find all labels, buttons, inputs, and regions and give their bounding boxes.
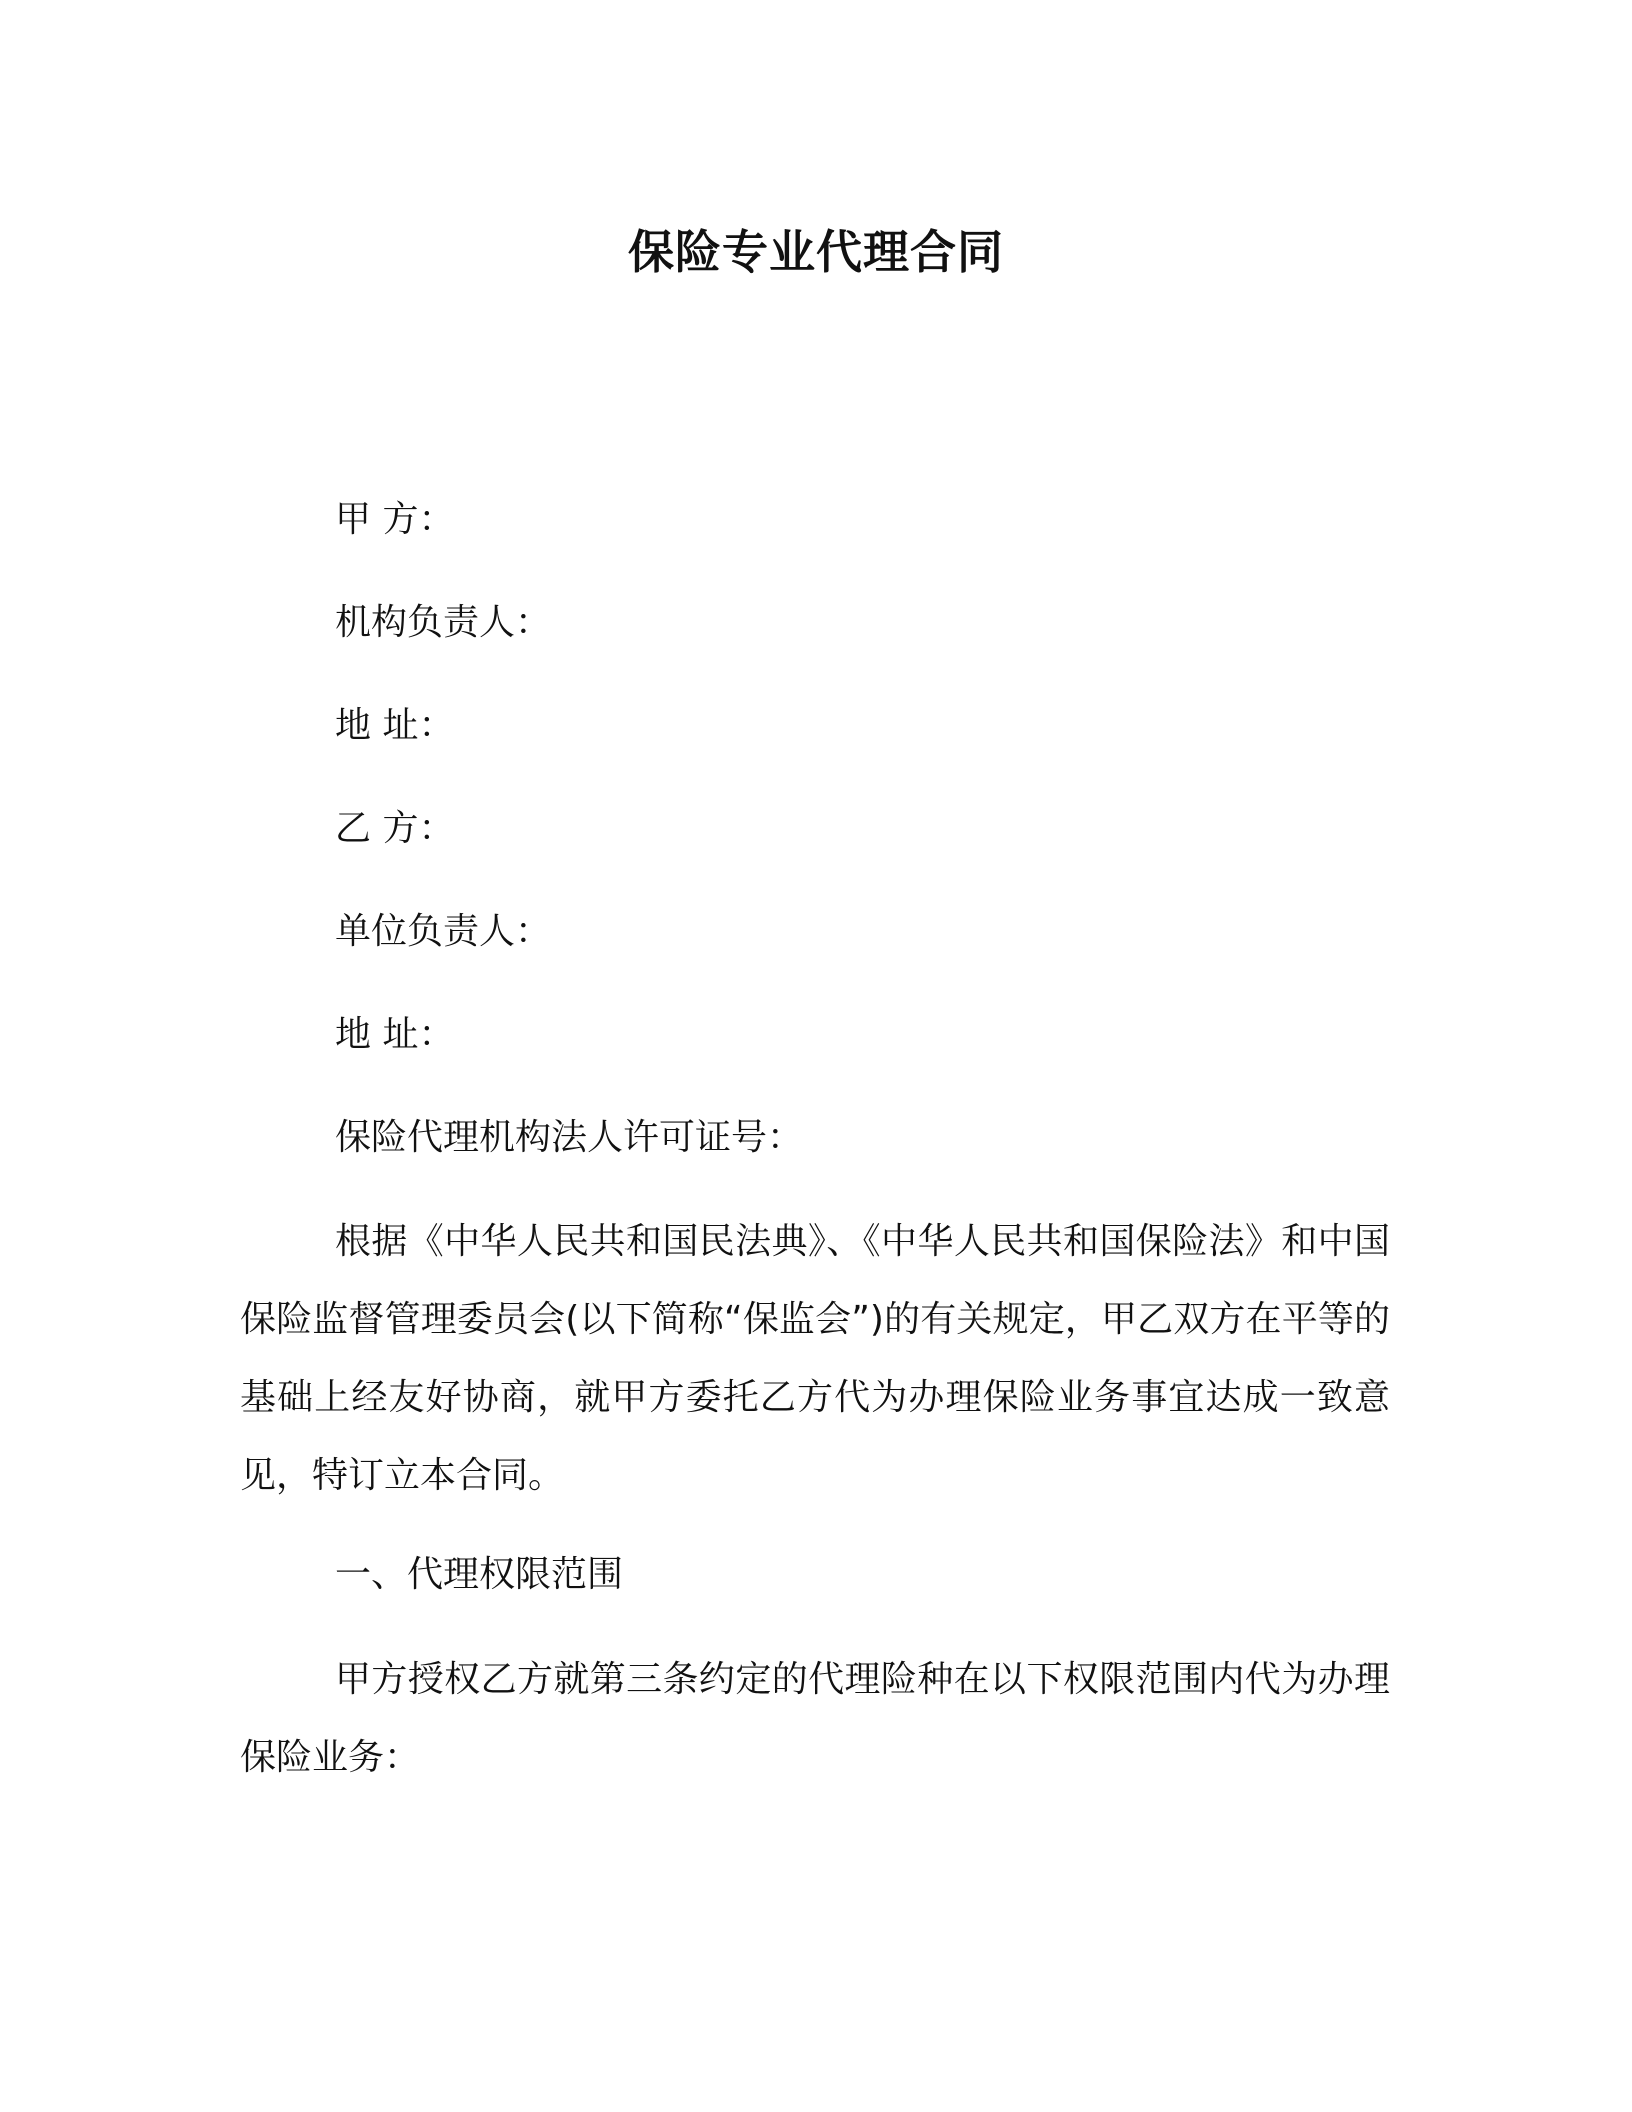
section-1-heading: 一、代理权限范围 <box>335 1554 624 1595</box>
party-a-head-label: 机构负责人： <box>335 602 552 643</box>
party-b-label: 乙 方： <box>335 808 455 849</box>
preamble-paragraph: 根据《中华人民共和国民法典》、《中华人民共和国保险法》和中国保险监督管理委员会(以下简称“保监会”)的有关规定，甲乙双方在平等的基础上经友好协商，就甲方委托乙方代为办理保险业务事宜达成一致意见，特订立本合同。 <box>240 1221 1390 1496</box>
party-a-label: 甲 方： <box>335 499 455 540</box>
license-number-label: 保险代理机构法人许可证号： <box>335 1117 804 1158</box>
document-title: 保险专业代理合同 <box>628 225 1004 279</box>
party-b-address-label: 地 址： <box>335 1014 455 1055</box>
section-1-paragraph: 甲方授权乙方就第三条约定的代理险种在以下权限范围内代为办理保险业务： <box>240 1659 1390 1778</box>
party-b-head-label: 单位负责人： <box>335 911 552 952</box>
party-a-address-label: 地 址： <box>335 705 455 746</box>
